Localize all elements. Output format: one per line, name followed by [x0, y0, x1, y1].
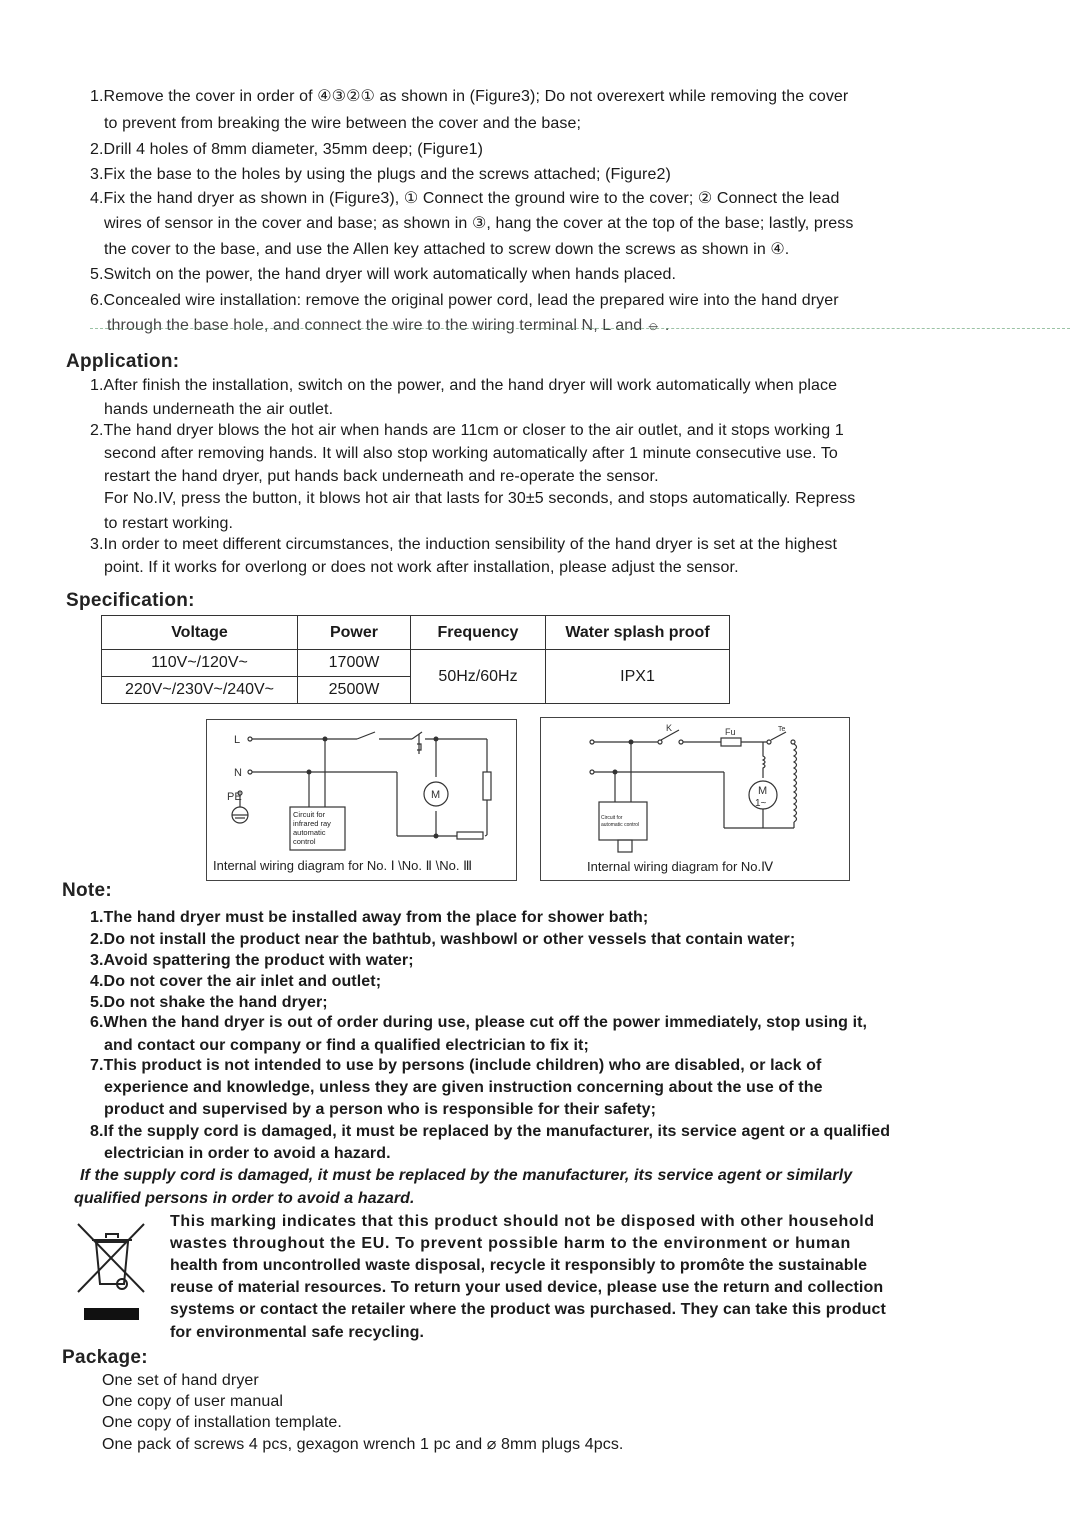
note-line: 8.If the supply cord is damaged, it must be replaced by the manufacturer, its service agent or a qualified: [90, 1123, 891, 1140]
motor-phase-label: 1~: [755, 798, 767, 809]
fuse-label: Fu: [725, 727, 736, 737]
terminal-label-n: N: [234, 767, 242, 779]
application-line: hands underneath the air outlet.: [104, 401, 334, 418]
install-line: the cover to the base, and use the Allen key attached to screw down the screws as shown in ④.: [104, 241, 790, 258]
application-line: point. If it works for overlong or does not work after installation, please adjust the sensor.: [104, 559, 739, 576]
weee-line: health from uncontrolled waste disposal, recycle it responsibly to promôte the sustainable: [170, 1257, 868, 1274]
package-item: One copy of user manual: [102, 1393, 284, 1410]
install-line: 2.Drill 4 holes of 8mm diameter, 35mm deep; (Figure1): [90, 141, 484, 158]
note-line: 4.Do not cover the air inlet and outlet;: [90, 973, 382, 990]
note-line: and contact our company or find a qualified electrician to fix it;: [104, 1037, 589, 1054]
control-box-label: infrared ray: [293, 819, 331, 828]
weee-line: wastes throughout the EU. To prevent possible harm to the environment or human: [170, 1235, 852, 1252]
wiring-schematic: [207, 720, 516, 880]
wiring-diagram-4: [540, 717, 850, 881]
diagram-caption: Internal wiring diagram for No. Ⅰ \No. Ⅱ \No. Ⅲ: [213, 858, 473, 873]
weee-line: for environmental safe recycling.: [170, 1324, 425, 1341]
weee-line: systems or contact the retailer where the product was purchased. They can take this product: [170, 1301, 886, 1318]
install-line: wires of sensor in the cover and base; as shown in ③, hang the cover at the top of the base; lastly, press: [104, 215, 854, 232]
terminal-label-pe: PE: [227, 791, 242, 803]
specification-heading: Specification:: [66, 590, 195, 611]
install-line: 5.Switch on the power, the hand dryer will work automatically when hands placed.: [90, 266, 677, 283]
application-heading: Application:: [66, 351, 180, 372]
wiring-diagram-1-2-3: [206, 719, 517, 881]
control-box-label: automatic control: [601, 822, 640, 828]
voltage-cell: 220V~/230V~/240V~: [102, 677, 298, 704]
weee-line: reuse of material resources. To return your used device, please use the return and collection: [170, 1279, 884, 1296]
note-line: electrician in order to avoid a hazard.: [104, 1145, 391, 1162]
column-header: Power: [298, 616, 411, 650]
scan-artifact-line: [90, 328, 1070, 329]
switch-label-k: K: [666, 723, 673, 733]
application-line: 1.After finish the installation, switch on the power, and the hand dryer will work automatically when place: [90, 377, 838, 394]
crossed-out-wheelie-bin-icon: [74, 1220, 154, 1325]
install-line: 3.Fix the base to the holes by using the plugs and the screws attached; (Figure2): [90, 166, 671, 183]
application-line: 2.The hand dryer blows the hot air when hands are 11cm or closer to the air outlet, and it stops working 1: [90, 422, 844, 439]
note-line: product and supervised by a person who is responsible for their safety;: [104, 1101, 657, 1118]
column-header: Water splash proof: [546, 616, 730, 650]
weee-line: This marking indicates that this product should not be disposed with other household: [170, 1213, 875, 1230]
note-italic-line: qualified persons in order to avoid a hazard.: [74, 1190, 415, 1207]
install-line: through the base hole, and connect the wire to the wiring terminal N, L and ⦵ .: [107, 317, 670, 334]
application-line: 3.In order to meet different circumstances, the induction sensibility of the hand dryer is set at the highest: [90, 536, 838, 553]
thermostat-label: Te: [778, 726, 786, 733]
column-header: Frequency: [411, 616, 546, 650]
power-cell: 1700W: [298, 650, 411, 677]
install-line: 6.Concealed wire installation: remove the original power cord, lead the prepared wire into the hand dryer: [90, 292, 839, 309]
install-line: 4.Fix the hand dryer as shown in (Figure3), ① Connect the ground wire to the cover; ② Connect the lead: [90, 190, 840, 207]
note-line: 2.Do not install the product near the bathtub, washbowl or other vessels that contain water;: [90, 931, 796, 948]
motor-label: M: [431, 789, 441, 801]
note-line: experience and knowledge, unless they are given instruction concerning about the use of the: [104, 1079, 823, 1096]
voltage-cell: 110V~/120V~: [102, 650, 298, 677]
control-box-label: Circuit for: [293, 810, 326, 819]
note-line: 6.When the hand dryer is out of order during use, please cut off the power immediately, stop using it,: [90, 1014, 868, 1031]
package-item: One copy of installation template.: [102, 1414, 342, 1431]
package-heading: Package:: [62, 1347, 148, 1368]
install-line: to prevent from breaking the wire between the cover and the base;: [104, 115, 581, 132]
application-line: For No.IV, press the button, it blows hot air that lasts for 30±5 seconds, and stops automatically. Repress: [104, 490, 856, 507]
control-box-label: control: [293, 837, 316, 846]
control-box-label: automatic: [293, 828, 326, 837]
install-line: 1.Remove the cover in order of ④③②① as shown in (Figure3); Do not overexert while removing the cover: [90, 88, 849, 105]
table-row: [102, 650, 730, 677]
water-proof-cell: IPX1: [546, 650, 730, 704]
application-line: second after removing hands. It will also stop working automatically after 1 minute consecutive use. To: [104, 445, 838, 462]
frequency-cell: 50Hz/60Hz: [411, 650, 546, 704]
application-line: restart the hand dryer, put hands back underneath and re-operate the sensor.: [104, 468, 659, 485]
specification-table: [101, 615, 730, 704]
wiring-schematic: [541, 718, 849, 880]
note-line: 3.Avoid spattering the product with water;: [90, 952, 414, 969]
note-heading: Note:: [62, 880, 113, 901]
note-line: 5.Do not shake the hand dryer;: [90, 994, 328, 1011]
package-item: One set of hand dryer: [102, 1372, 259, 1389]
control-box-label: Circuit for: [601, 815, 623, 821]
table-header-row: [102, 616, 730, 650]
note-line: 1.The hand dryer must be installed away from the place for shower bath;: [90, 909, 649, 926]
motor-label: M: [758, 785, 768, 797]
power-cell: 2500W: [298, 677, 411, 704]
column-header: Voltage: [102, 616, 298, 650]
diagram-caption: Internal wiring diagram for No.Ⅳ: [587, 859, 774, 874]
note-line: 7.This product is not intended to use by persons (include children) who are disabled, or lack of: [90, 1057, 822, 1074]
note-italic-line: If the supply cord is damaged, it must be replaced by the manufacturer, its service agent or similarly: [80, 1167, 853, 1184]
application-line: to restart working.: [104, 515, 234, 532]
package-item: One pack of screws 4 pcs, gexagon wrench 1 pc and ⌀ 8mm plugs 4pcs.: [102, 1436, 624, 1453]
terminal-label-l: L: [234, 734, 241, 746]
